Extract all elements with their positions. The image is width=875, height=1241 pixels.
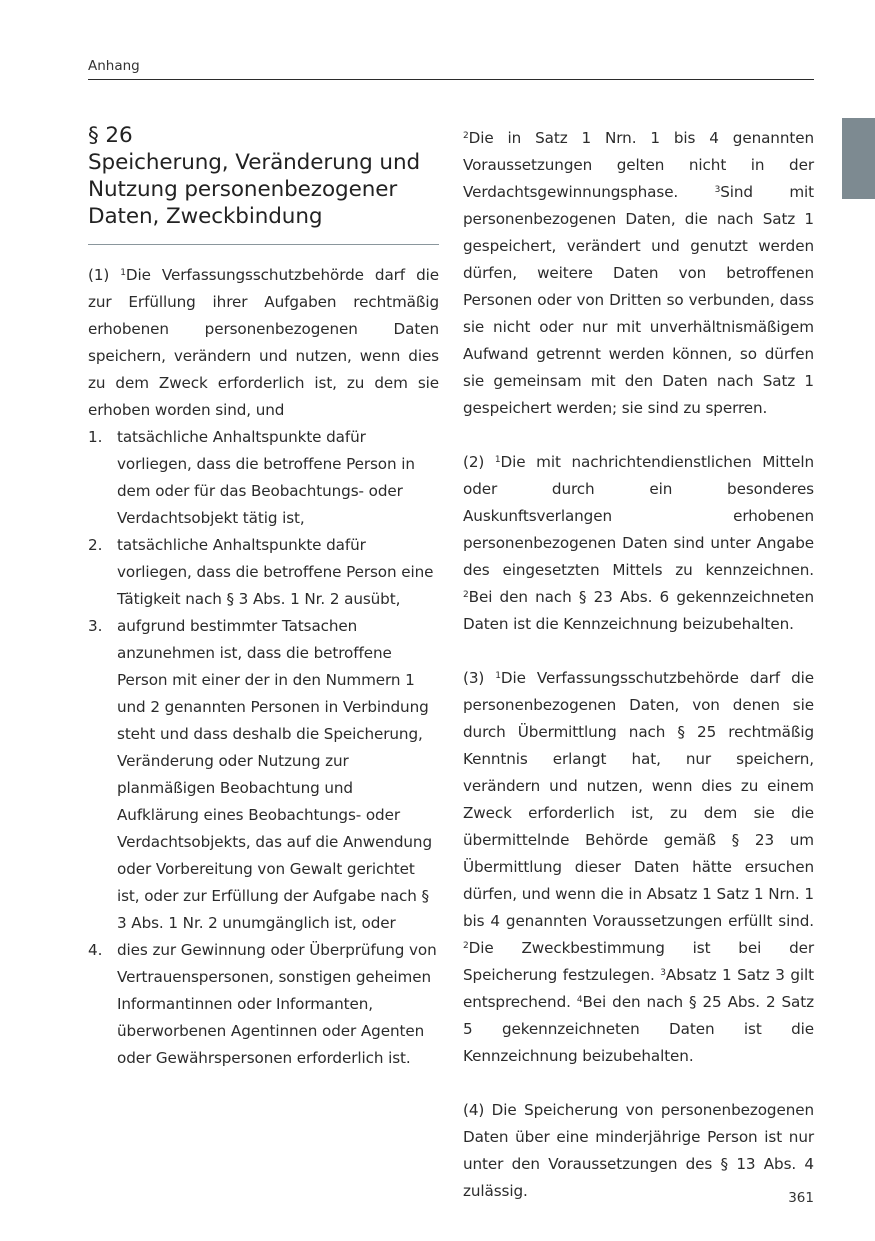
chapter-tab-marker bbox=[842, 118, 875, 199]
sentence-marker: 4 bbox=[576, 995, 583, 1006]
list-item-number: 3. bbox=[88, 617, 103, 635]
list-item bbox=[88, 937, 439, 1072]
paragraph-2-label: (2) bbox=[463, 453, 495, 471]
left-column bbox=[88, 122, 439, 1072]
sentence-marker: 2 bbox=[463, 590, 469, 601]
right-column bbox=[463, 125, 814, 1205]
sentence-text: Absatz 1 Satz 3 gilt entsprechend. bbox=[463, 966, 814, 1011]
sentence-text: Die in Satz 1 Nrn. 1 bis 4 genannten Voraussetzungen gelten nicht in der Verdachtsgewinnungsphase. bbox=[463, 129, 814, 201]
list-item-text: tatsächliche Anhaltspunkte dafür vorliegen, dass die betroffene Person eine Tätigkeit nach § 3 Abs. 1 Nr. 2 ausübt, bbox=[117, 536, 434, 608]
paragraph-3-label: (3) bbox=[463, 669, 496, 687]
sentence-text: Sind mit personenbezogenen Daten, die nach Satz 1 gespeichert, verändert und genutzt werden dürfen, weitere Daten von betroffenen Personen oder von Dritten so verbunden, dass sie nicht oder nur mit unverhältnismäßigem Aufwand getrennt werden können, so dürfen sie gemeinsam mit den Daten nach Satz 1 gespeichert werden; sie sind zu sperren. bbox=[463, 183, 814, 417]
sentence-marker: 3 bbox=[714, 185, 721, 196]
section-number: § 26 bbox=[88, 123, 133, 148]
header-rule bbox=[88, 79, 814, 80]
sentence-marker: 2 bbox=[463, 941, 469, 952]
section-heading bbox=[88, 122, 439, 230]
paragraph-1-intro bbox=[88, 262, 439, 424]
section-title: Speicherung, Veränderung und Nutzung personenbezogener Daten, Zweckbindung bbox=[88, 150, 421, 229]
title-rule bbox=[88, 244, 439, 245]
conditions-list bbox=[88, 424, 439, 1072]
sentence-marker: 2 bbox=[463, 131, 469, 142]
list-item-number: 1. bbox=[88, 428, 103, 446]
sentence-marker: 3 bbox=[660, 968, 666, 979]
sentence-marker: 1 bbox=[120, 268, 126, 279]
sentence-text: Die Zweckbestimmung ist bei der Speicherung festzulegen. bbox=[463, 939, 814, 984]
list-item bbox=[88, 532, 439, 613]
list-item-text: tatsächliche Anhaltspunkte dafür vorliegen, dass die betroffene Person in dem oder für das Beobachtungs- oder Verdachtsobjekt tätig ist, bbox=[117, 428, 415, 527]
sentence-text: Die mit nachrichtendienstlichen Mitteln oder durch ein besonderes Auskunftsverlangen erhobenen personenbezogenen Daten sind unter Angabe des eingesetzten Mittels zu kennzeichnen. bbox=[463, 453, 814, 579]
list-item-text: aufgrund bestimmter Tatsachen anzunehmen ist, dass die betroffene Person mit einer der in den Nummern 1 und 2 genannten Personen in Verbindung steht und dass deshalb die Speicherung, Veränderung oder Nutzung zur planmäßigen Beobachtung und Aufklärung eines Beobachtungs- oder Verdachtsobjekts, das auf die Anwendung oder Vorbereitung von Gewalt gerichtet ist, oder zur Erfüllung der Aufgabe nach § 3 Abs. 1 Nr. 2 unumgänglich ist, oder bbox=[117, 617, 432, 932]
list-item-number: 2. bbox=[88, 536, 103, 554]
list-item bbox=[88, 613, 439, 937]
paragraph-1-text: Die Verfassungsschutzbehörde darf die zur Erfüllung ihrer Aufgaben rechtmäßig erhobenen personenbezogenen Daten speichern, verändern und nutzen, wenn dies zu dem Zweck erforderlich ist, zu dem sie erhoben worden sind, und bbox=[88, 266, 439, 419]
sentence-text: Die Verfassungsschutzbehörde darf die personenbezogenen Daten, von denen sie durch Übermittlung nach § 25 rechtmäßig Kenntnis erlangt hat, nur speichern, verändern und nutzen, wenn dies zu einem Zweck erforderlich ist, zu dem sie die übermittelnde Behörde gemäß § 23 um Übermittlung dieser Daten hätte ersuchen dürfen, und wenn die in Absatz 1 Satz 1 Nrn. 1 bis 4 genannten Voraussetzungen erfüllt sind. bbox=[463, 669, 814, 930]
running-header: Anhang bbox=[88, 58, 140, 74]
sentence-marker: 1 bbox=[495, 671, 501, 682]
paragraph-1-continuation bbox=[463, 125, 814, 422]
sentence-text: Bei den nach § 23 Abs. 6 gekennzeichneten Daten ist die Kennzeichnung beizubehalten. bbox=[463, 588, 814, 633]
list-item-number: 4. bbox=[88, 941, 103, 959]
paragraph-1-label: (1) bbox=[88, 266, 121, 284]
sentence-marker: 1 bbox=[494, 455, 501, 466]
paragraph-4: (4) Die Speicherung von personenbezogenen Daten über eine minderjährige Person ist nur unter den Voraussetzungen des § 13 Abs. 4 zulässig. bbox=[463, 1101, 814, 1200]
list-item bbox=[88, 424, 439, 532]
sentence-text: Bei den nach § 25 Abs. 2 Satz 5 gekennzeichneten Daten ist die Kennzeichnung beizubehalten. bbox=[463, 993, 814, 1065]
paragraph-3 bbox=[463, 665, 814, 1070]
paragraph-2 bbox=[463, 449, 814, 638]
list-item-text: dies zur Gewinnung oder Überprüfung von Vertrauenspersonen, sonstigen geheimen Informantinnen oder Informanten, überworbenen Agentinnen oder Agenten oder Gewährspersonen erforderlich ist. bbox=[117, 941, 437, 1067]
page-number: 361 bbox=[788, 1190, 814, 1206]
